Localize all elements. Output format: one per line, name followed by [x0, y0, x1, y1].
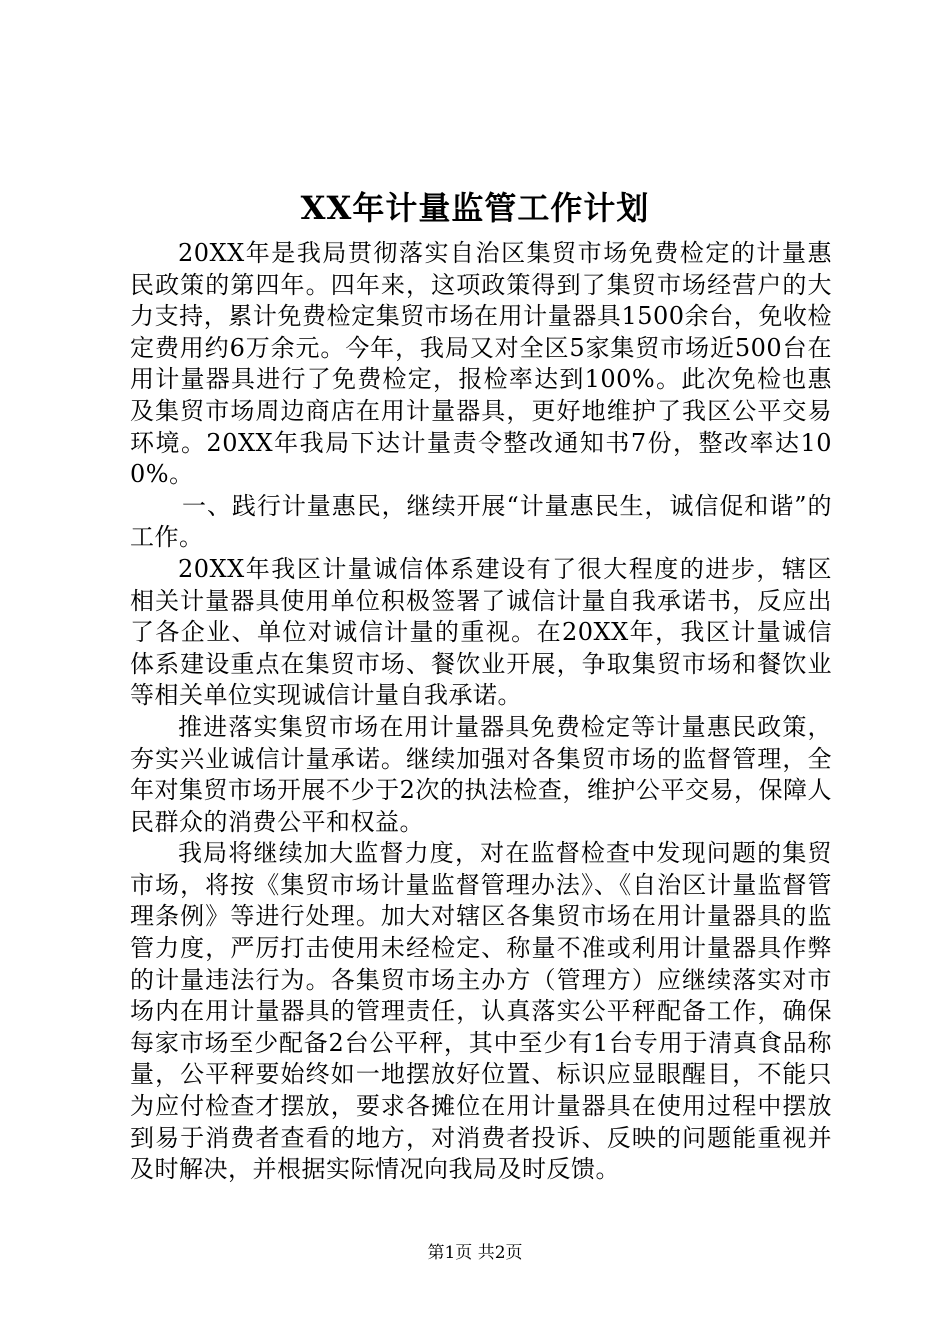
paragraph-intro: 20XX年是我局贯彻落实自治区集贸市场免费检定的计量惠民政策的第四年。四年来，这项政策得到了集贸市场经营户的大力支持，累计免费检定集贸市场在用计量器具1500余台，免收检定费用约6万余元。今年，我局又对全区5家集贸市场近500台在用计量器具进行了免费检定，报检率达到100%。此次免检也惠及集贸市场周边商店在用计量器具，更好地维护了我区公平交易环境。20XX年我局下达计量责令整改通知书7份，整改率达100%。	[130, 239, 832, 489]
document-title: XX年计量监管工作计划	[300, 189, 650, 227]
paragraph-integrity-system: 20XX年我区计量诚信体系建设有了很大程度的进步，辖区相关计量器具使用单位积极签署了诚信计量自我承诺书，反应出了各企业、单位对诚信计量的重视。在20XX年，我区计量诚信体系建设重点在集贸市场、餐饮业开展，争取集贸市场和餐饮业等相关单位实现诚信计量自我承诺。	[130, 554, 832, 710]
paragraph-free-verification: 推进落实集贸市场在用计量器具免费检定等计量惠民政策，夯实兴业诚信计量承诺。继续加强对各集贸市场的监督管理，全年对集贸市场开展不少于2次的执法检查，维护公平交易，保障人民群众的消费公平和权益。	[130, 712, 832, 836]
section-heading-1: 一、践行计量惠民，继续开展“计量惠民生，诚信促和谐”的工作。	[130, 491, 832, 552]
document-body	[130, 238, 832, 1186]
page-number-footer: 第1页 共2页	[427, 1243, 523, 1263]
paragraph-supervision: 我局将继续加大监督力度，对在监督检查中发现问题的集贸市场，将按《集贸市场计量监督管理办法》、《自治区计量监督管理条例》等进行处理。加大对辖区各集贸市场在用计量器具的监管力度，严厉打击使用未经检定、称量不准或利用计量器具作弊的计量违法行为。各集贸市场主办方（管理方）应继续落实对市场内在用计量器具的管理责任，认真落实公平秤配备工作，确保每家市场至少配备2台公平秤，其中至少有1台专用于清真食品称量，公平秤要始终如一地摆放好位置、标识应显眼醒目，不能只为应付检查才摆放，要求各摊位在用计量器具在使用过程中摆放到易于消费者查看的地方，对消费者投诉、反映的问题能重视并及时解决，并根据实际情况向我局及时反馈。	[130, 839, 832, 1184]
